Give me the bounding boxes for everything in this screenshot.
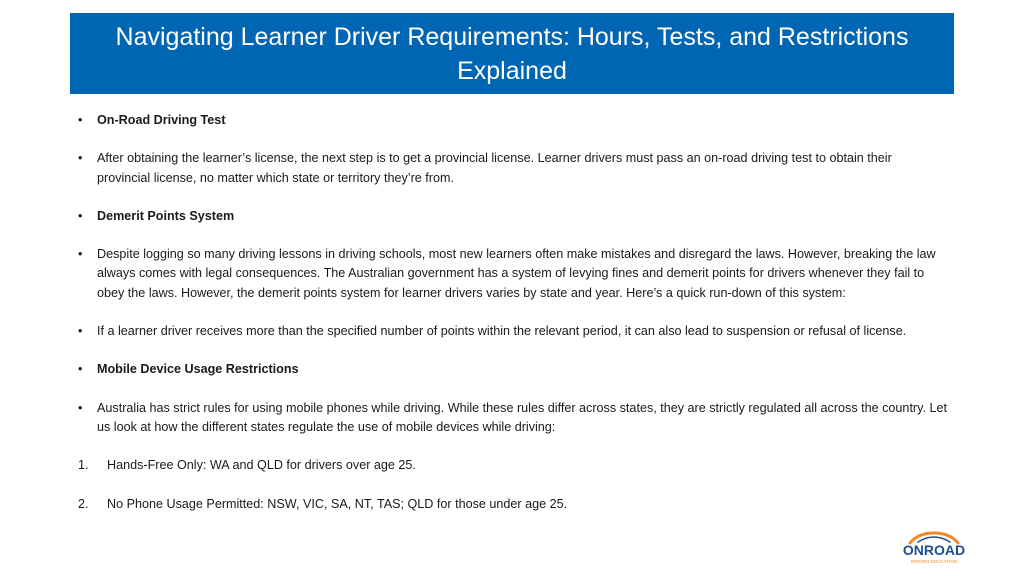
- page-title: Navigating Learner Driver Requirements: Hours, Tests, and Restrictions Explained: [115, 22, 909, 85]
- list-item: [78, 322, 948, 341]
- bullet-marker: •: [78, 208, 83, 223]
- list-item: [78, 149, 948, 188]
- title-bar: [70, 13, 954, 94]
- bullet-marker: •: [78, 151, 83, 166]
- list-item-text: Hands-Free Only: WA and QLD for drivers over age 25.: [107, 458, 416, 473]
- number-marker: 2.: [78, 496, 89, 511]
- numbered-item: [78, 456, 948, 475]
- list-item-text: No Phone Usage Permitted: NSW, VIC, SA, NT, TAS; QLD for those under age 25.: [107, 496, 568, 511]
- bullet-marker: •: [78, 362, 83, 377]
- logo-tagline: DRIVING EDUCATION: [910, 559, 958, 564]
- logo-wordmark: ONROAD: [902, 542, 966, 558]
- bullet-marker: •: [78, 247, 83, 262]
- list-item: [78, 207, 948, 226]
- list-item: [78, 245, 948, 303]
- onroad-logo: [896, 530, 972, 566]
- list-item-text: After obtaining the learner’s license, the next step is to get a provincial license. Learner drivers must pass an on-road driving test to obtain their provincial license, no matter which state or territory they’re from.: [97, 151, 892, 185]
- list-item-text: On-Road Driving Test: [97, 113, 226, 127]
- bullet-marker: •: [78, 400, 83, 415]
- list-item: [78, 111, 948, 130]
- list-item-text: Mobile Device Usage Restrictions: [97, 362, 299, 377]
- list-item-text: Australia has strict rules for using mobile phones while driving. While these rules differ across states, they are strictly regulated all across the country. Let us look at how the different states regulate the use of mobile devices while driving:: [97, 400, 947, 434]
- car-roof-arc-icon: [896, 530, 972, 566]
- number-marker: 1.: [78, 458, 89, 473]
- list-item-text: If a learner driver receives more than the specified number of points within the relevant period, it can also lead to suspension or refusal of license.: [97, 324, 907, 339]
- content-list: [78, 111, 948, 514]
- list-item: [78, 399, 948, 438]
- list-item-text: Demerit Points System: [97, 208, 235, 223]
- list-item: [78, 360, 948, 379]
- bullet-marker: •: [78, 113, 83, 127]
- numbered-item: [78, 495, 948, 514]
- list-item-text: Despite logging so many driving lessons in driving schools, most new learners often make mistakes and disregard the laws. However, breaking the law always comes with legal consequences. The Australian government has a system of levying fines and demerit points for drivers whenever they fail to obey the laws. However, the demerit points system for learner drivers varies by state and year. Here’s a quick run-down of this system:: [97, 247, 936, 300]
- bullet-marker: •: [78, 324, 83, 339]
